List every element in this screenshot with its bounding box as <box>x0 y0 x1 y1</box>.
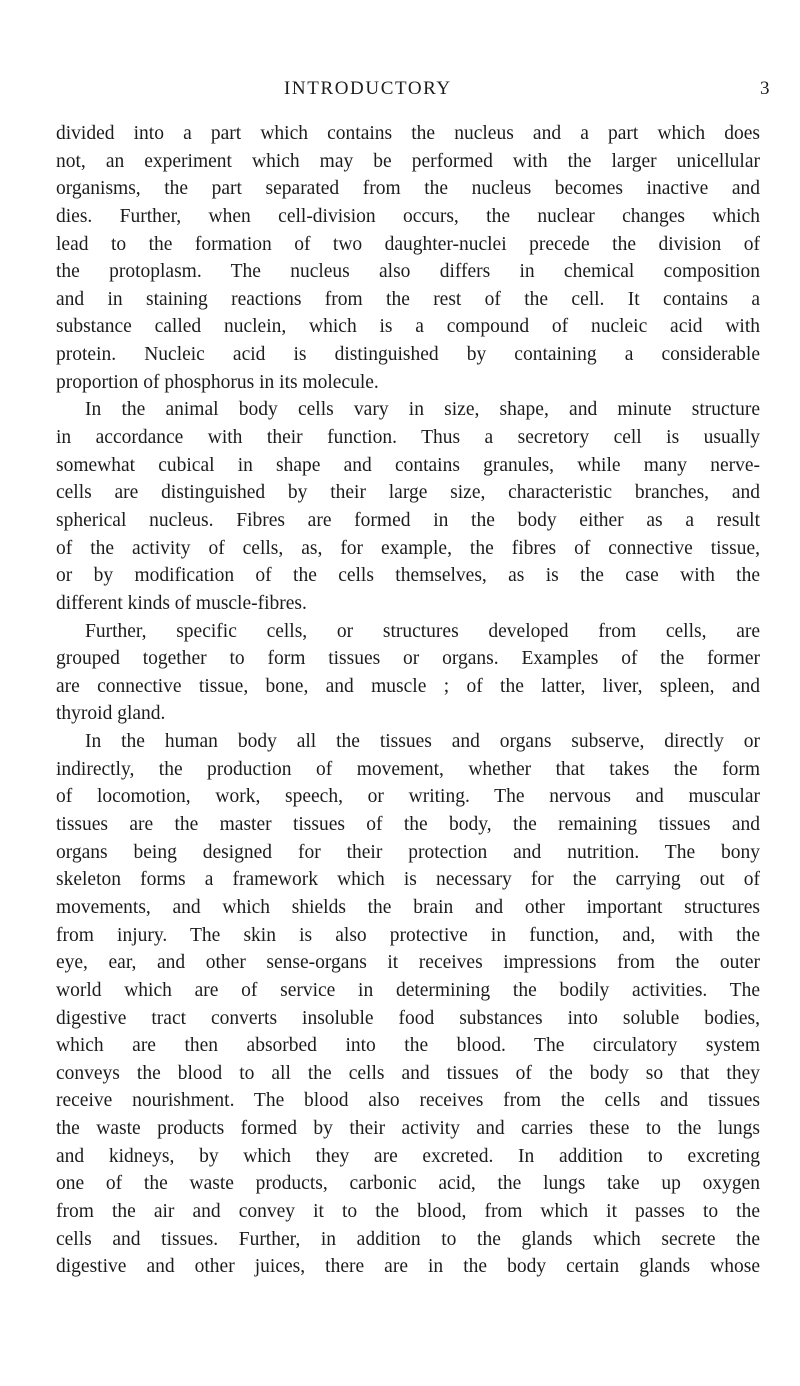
text-line: cells are distinguished by their large size, characteristic branches, and <box>56 482 760 504</box>
text-line: substance called nuclein, which is a compound of nucleic acid with <box>56 316 760 338</box>
text-line: organs being designed for their protection and nutrition. The bony <box>56 841 760 863</box>
text-line: cells and tissues. Further, in addition to the glands which secrete the <box>56 1228 760 1250</box>
text-line: lead to the formation of two daughter-nuclei precede the division of <box>56 233 760 255</box>
text-line: eye, ear, and other sense-organs it receives impressions from the outer <box>56 952 760 974</box>
text-line: of the activity of cells, as, for example, the fibres of connective tissue, <box>56 537 760 559</box>
text-line: grouped together to form tissues or organs. Examples of the former <box>56 648 760 670</box>
text-line: Further, specific cells, or structures developed from cells, are <box>85 620 760 642</box>
text-line: In the animal body cells vary in size, shape, and minute structure <box>85 399 760 421</box>
text-line: the waste products formed by their activity and carries these to the lungs <box>56 1118 760 1140</box>
text-line: digestive tract converts insoluble food substances into soluble bodies, <box>56 1007 760 1029</box>
text-line: receive nourishment. The blood also receives from the cells and tissues <box>56 1090 760 1112</box>
text-line: the protoplasm. The nucleus also differs in chemical composition <box>56 261 760 283</box>
text-line: conveys the blood to all the cells and tissues of the body so that they <box>56 1062 760 1084</box>
text-line: in accordance with their function. Thus a secretory cell is usually <box>56 427 760 449</box>
page-number: 3 <box>760 78 770 99</box>
text-line: of locomotion, work, speech, or writing. The nervous and muscular <box>56 786 760 808</box>
running-head-title: INTRODUCTORY <box>284 78 452 99</box>
text-line: or by modification of the cells themselves, as is the case with the <box>56 565 760 587</box>
text-line: different kinds of muscle-fibres. <box>56 592 307 614</box>
text-line: world which are of service in determining the bodily activities. The <box>56 979 760 1001</box>
text-line: from the air and convey it to the blood, from which it passes to the <box>56 1200 760 1222</box>
text-line: dies. Further, when cell-division occurs, the nuclear changes which <box>56 205 760 227</box>
text-line: thyroid gland. <box>56 703 166 725</box>
text-line: not, an experiment which may be performed with the larger unicellular <box>56 150 760 172</box>
text-line: proportion of phosphorus in its molecule. <box>56 371 379 393</box>
text-line: and in staining reactions from the rest of the cell. It contains a <box>56 288 760 310</box>
text-line: protein. Nucleic acid is distinguished by containing a considerable <box>56 344 760 366</box>
running-head <box>0 78 800 108</box>
text-line: one of the waste products, carbonic acid, the lungs take up oxygen <box>56 1173 760 1195</box>
text-line: digestive and other juices, there are in the body certain glands whose <box>56 1256 760 1278</box>
text-line: In the human body all the tissues and organs subserve, directly or <box>85 731 760 753</box>
body-text <box>56 120 760 1281</box>
text-line: which are then absorbed into the blood. The circulatory system <box>56 1035 760 1057</box>
text-line: organisms, the part separated from the nucleus becomes inactive and <box>56 178 760 200</box>
text-line: indirectly, the production of movement, whether that takes the form <box>56 758 760 780</box>
text-line: tissues are the master tissues of the body, the remaining tissues and <box>56 814 760 836</box>
text-line: skeleton forms a framework which is necessary for the carrying out of <box>56 869 760 891</box>
text-line: movements, and which shields the brain and other important structures <box>56 896 760 918</box>
text-line: divided into a part which contains the nucleus and a part which does <box>56 123 760 144</box>
text-line: from injury. The skin is also protective in function, and, with the <box>56 924 760 946</box>
text-line: spherical nucleus. Fibres are formed in the body either as a result <box>56 509 760 531</box>
text-line: are connective tissue, bone, and muscle ; of the latter, liver, spleen, and <box>56 675 760 697</box>
text-line: and kidneys, by which they are excreted. In addition to excreting <box>56 1145 760 1167</box>
text-line: somewhat cubical in shape and contains granules, while many nerve- <box>56 454 760 476</box>
